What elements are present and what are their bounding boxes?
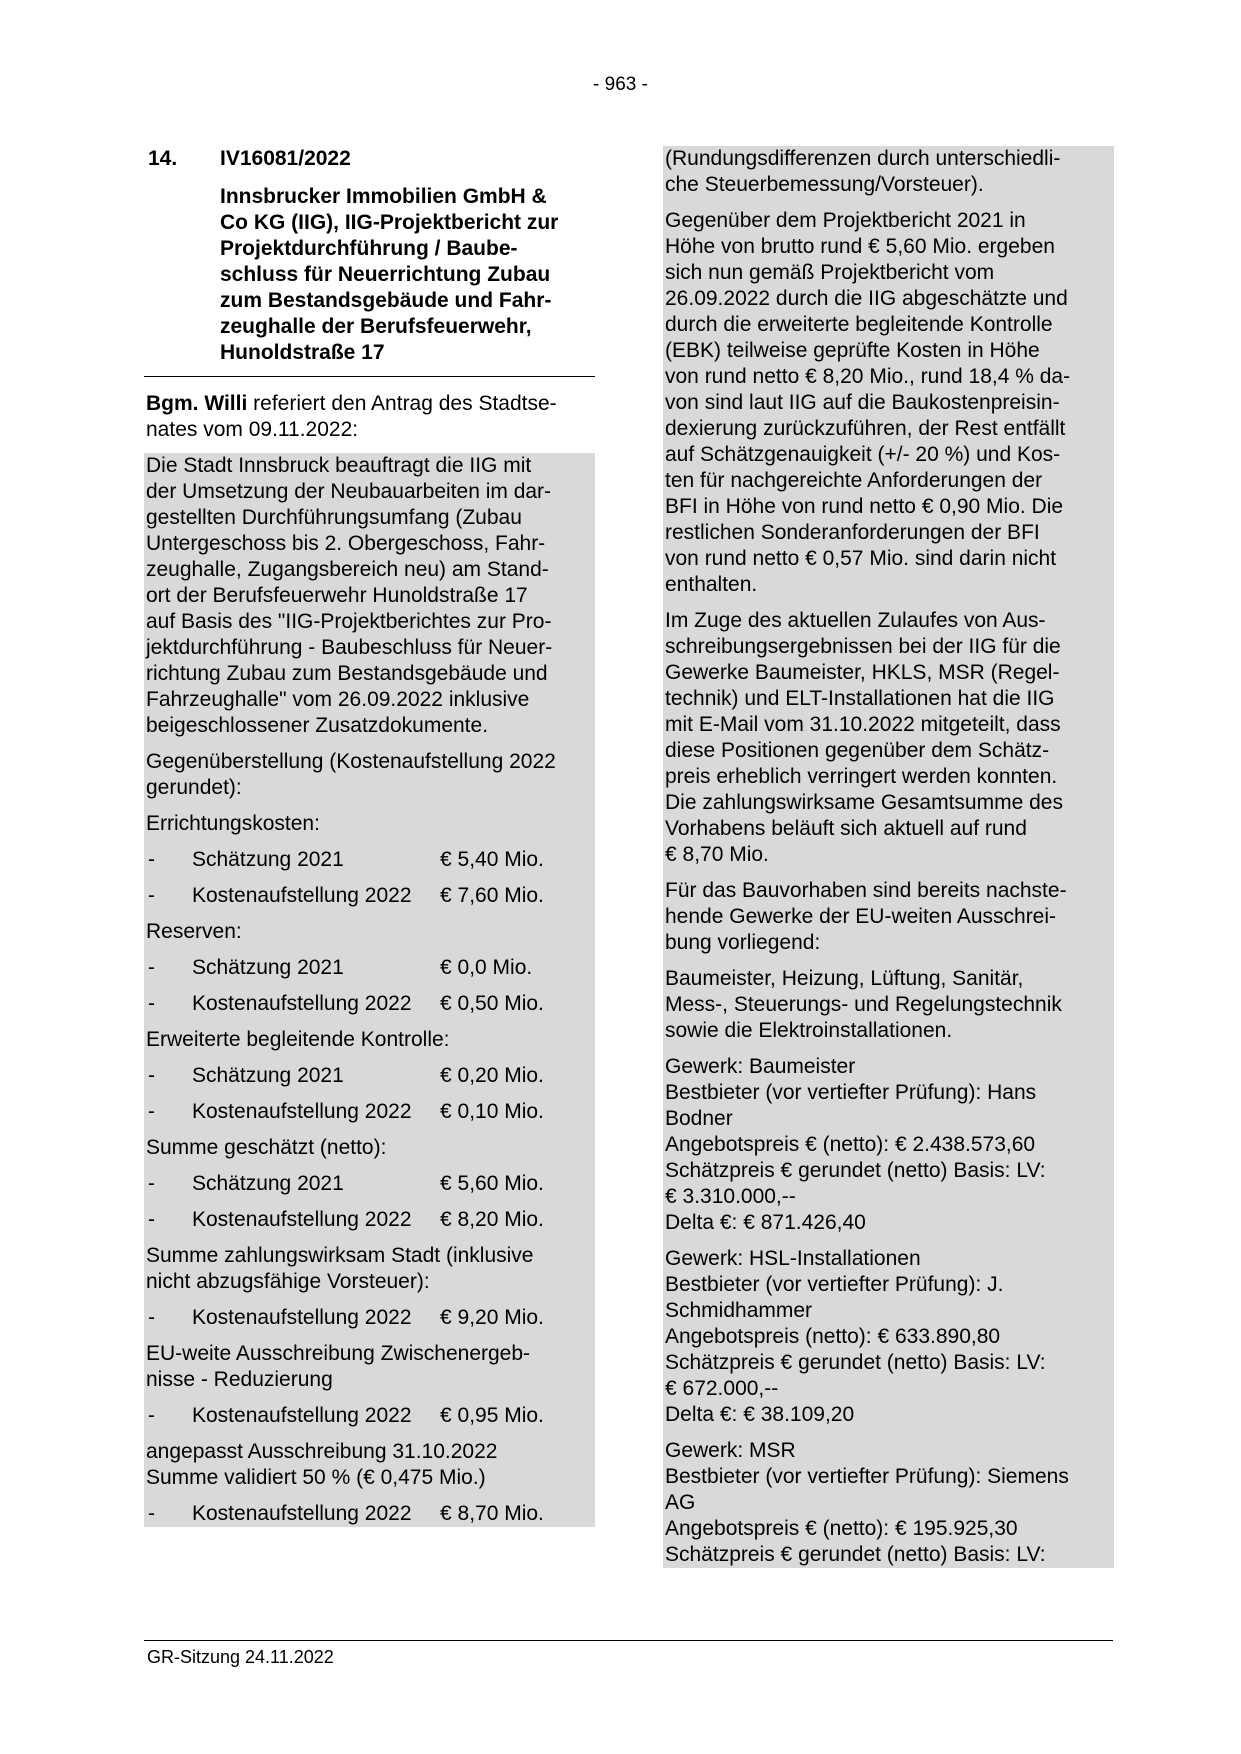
text-line: Delta €: € 871.426,40 (665, 1211, 866, 1234)
text-line: sowie die Elektroinstallationen. (665, 1019, 953, 1042)
bullet-dash: - (148, 1100, 155, 1123)
text-line: durch die erweiterte begleitende Kontrolle (665, 313, 1053, 336)
spacer (144, 1429, 595, 1439)
text-line: zeughalle, Zugangsbereich neu) am Stand- (146, 558, 549, 581)
comparison-heading (144, 749, 595, 801)
text-line: Schätzpreis € gerundet (netto) Basis: LV: (665, 1351, 1046, 1374)
cost-section-heading (144, 1027, 595, 1053)
text-line: Gewerk: HSL-Installationen (665, 1247, 921, 1270)
cost-line-item (144, 1171, 595, 1197)
cost-line-item (144, 1501, 595, 1527)
text-line: Mess-, Steuerungs- und Regelungstechnik (665, 993, 1062, 1016)
bullet-dash: - (148, 1404, 155, 1427)
cost-label: Kostenaufstellung 2022 (192, 992, 412, 1015)
text-line: Angebotspreis € (netto): € 195.925,30 (665, 1517, 1018, 1540)
cost-section-heading (144, 811, 595, 837)
spacer (663, 1236, 1114, 1246)
text-line: € 8,70 Mio. (665, 843, 769, 866)
text-line: Gewerke Baumeister, HKLS, MSR (Regel- (665, 661, 1060, 684)
cost-label: Schätzung 2021 (192, 848, 344, 871)
text-line: AG (665, 1491, 696, 1514)
spacer (144, 1017, 595, 1027)
cost-line-item (144, 991, 595, 1017)
spacer (144, 1197, 595, 1207)
text-line: Gegenüberstellung (Kostenaufstellung 2022 (146, 750, 556, 773)
cost-label: Kostenaufstellung 2022 (192, 1100, 412, 1123)
cost-value: € 8,20 Mio. (440, 1208, 544, 1231)
bullet-dash: - (148, 1208, 155, 1231)
text-line: Schmidhammer (665, 1299, 813, 1322)
text-line: Summe geschätzt (netto): (146, 1136, 387, 1159)
text-line: EU-weite Ausschreibung Zwischenergeb- (146, 1342, 531, 1365)
motion-paragraph (663, 608, 1114, 868)
cost-label: Schätzung 2021 (192, 956, 344, 979)
text-line: Angebotspreis € (netto): € 2.438.573,60 (665, 1133, 1036, 1156)
text-line: von rund netto € 8,20 Mio., rund 18,4 % da- (665, 365, 1071, 388)
motion-paragraph (663, 208, 1114, 598)
text-line: der Umsetzung der Neubauarbeiten im dar- (146, 480, 552, 503)
cost-value: € 0,50 Mio. (440, 992, 544, 1015)
text-line: enthalten. (665, 573, 758, 596)
cost-line-item (144, 1099, 595, 1125)
agenda-title-line: zum Bestandsgebäude und Fahr- (220, 289, 552, 312)
text-line: che Steuerbemessung/Vorsteuer). (665, 173, 984, 196)
spacer (144, 909, 595, 919)
text-line: Im Zuge des aktuellen Zulaufes von Aus- (665, 609, 1046, 632)
text-line: hende Gewerke der EU-weiten Ausschrei- (665, 905, 1057, 928)
text-line: sich nun gemäß Projektbericht vom (665, 261, 995, 284)
text-line: richtung Zubau zum Bestandsgebäude und (146, 662, 548, 685)
agenda-id: IV16081/2022 (220, 147, 351, 170)
bullet-dash: - (148, 848, 155, 871)
left-column (144, 146, 595, 1527)
spacer (144, 1331, 595, 1341)
spacer (144, 945, 595, 955)
cost-value: € 0,20 Mio. (440, 1064, 544, 1087)
cost-value: € 5,60 Mio. (440, 1172, 544, 1195)
text-line: Baumeister, Heizung, Lüftung, Sanitär, (665, 967, 1024, 990)
text-line: nicht abzugsfähige Vorsteuer): (146, 1270, 430, 1293)
text-line: gestellten Durchführungsumfang (Zubau (146, 506, 522, 529)
right-column (663, 146, 1114, 1568)
motion-paragraph (663, 1246, 1114, 1428)
motion-paragraph (144, 453, 595, 739)
text-line: BFI in Höhe von rund netto € 0,90 Mio. Die (665, 495, 1064, 518)
text-line: Summe validiert 50 % (€ 0,475 Mio.) (146, 1466, 486, 1489)
text-line: von rund netto € 0,57 Mio. sind darin nicht (665, 547, 1057, 570)
cost-section-heading (144, 919, 595, 945)
text-line: Die zahlungswirksame Gesamtsumme des (665, 791, 1063, 814)
text-line: Erweiterte begleitende Kontrolle: (146, 1028, 450, 1051)
cost-sections (144, 801, 595, 1527)
text-line: auf Basis des "IIG-Projektberichtes zur Pro- (146, 610, 552, 633)
text-line: beigeschlossener Zusatzdokumente. (146, 714, 489, 737)
text-line: Für das Bauvorhaben sind bereits nachste- (665, 879, 1067, 902)
motion-text-left (144, 453, 595, 1527)
text-line: Delta €: € 38.109,20 (665, 1403, 855, 1426)
cost-label: Schätzung 2021 (192, 1064, 344, 1087)
spacer (144, 1125, 595, 1135)
text-line: € 672.000,-- (665, 1377, 779, 1400)
spacer (663, 1044, 1114, 1054)
cost-value: € 7,60 Mio. (440, 884, 544, 907)
motion-paragraph (663, 1438, 1114, 1568)
cost-section-heading (144, 1439, 595, 1491)
cost-label: Kostenaufstellung 2022 (192, 1208, 412, 1231)
text-line: von sind laut IIG auf die Baukostenpreisin- (665, 391, 1060, 414)
agenda-title (220, 184, 595, 366)
text-line: technik) und ELT-Installationen hat die IIG (665, 687, 1055, 710)
motion-paragraph (663, 878, 1114, 956)
cost-section-heading (144, 1243, 595, 1295)
spacer (663, 198, 1114, 208)
cost-line-item (144, 1305, 595, 1331)
agenda-title-line: Co KG (IIG), IIG-Projektbericht zur (220, 211, 559, 234)
cost-value: € 5,40 Mio. (440, 848, 544, 871)
spacer (144, 1089, 595, 1099)
intro-text: referiert den Antrag des Stadtse- (247, 392, 557, 415)
text-line: 26.09.2022 durch die IIG abgeschätzte und (665, 287, 1068, 310)
spacer (144, 1491, 595, 1501)
bullet-dash: - (148, 1306, 155, 1329)
text-line: Fahrzeughalle" vom 26.09.2022 inklusive (146, 688, 530, 711)
text-line: Gewerk: MSR (665, 1439, 796, 1462)
text-line: Schätzpreis € gerundet (netto) Basis: LV: (665, 1159, 1046, 1182)
text-line: Errichtungskosten: (146, 812, 320, 835)
text-line: (EBK) teilweise geprüfte Kosten in Höhe (665, 339, 1040, 362)
cost-label: Kostenaufstellung 2022 (192, 1306, 412, 1329)
text-line: Die Stadt Innsbruck beauftragt die IIG mit (146, 454, 532, 477)
text-line: Vorhabens beläuft sich aktuell auf rund (665, 817, 1027, 840)
cost-value: € 9,20 Mio. (440, 1306, 544, 1329)
page-number: - 963 - (593, 74, 648, 95)
cost-label: Kostenaufstellung 2022 (192, 1502, 412, 1525)
cost-line-item (144, 1063, 595, 1089)
text-line: Bestbieter (vor vertiefter Prüfung): J. (665, 1273, 1004, 1296)
motion-paragraph (663, 966, 1114, 1044)
intro-paragraph (144, 391, 595, 443)
text-line: Höhe von brutto rund € 5,60 Mio. ergeben (665, 235, 1055, 258)
motion-paragraph (663, 146, 1114, 198)
agenda-number: 14. (148, 147, 178, 170)
agenda-title-line: Projektdurchführung / Baube- (220, 237, 518, 260)
bullet-dash: - (148, 1502, 155, 1525)
bullet-dash: - (148, 992, 155, 1015)
agenda-title-line: zeughalle der Berufsfeuerwehr, (220, 315, 532, 338)
bullet-dash: - (148, 1064, 155, 1087)
text-line: angepasst Ausschreibung 31.10.2022 (146, 1440, 498, 1463)
bullet-dash: - (148, 1172, 155, 1195)
cost-label: Schätzung 2021 (192, 1172, 344, 1195)
text-line: (Rundungsdifferenzen durch unterschiedli- (665, 147, 1061, 170)
text-line: restlichen Sonderanforderungen der BFI (665, 521, 1040, 544)
spacer (144, 801, 595, 811)
footer-divider (144, 1640, 1113, 1641)
bullet-dash: - (148, 884, 155, 907)
cost-line-item (144, 847, 595, 873)
text-line: mit E-Mail vom 31.10.2022 mitgeteilt, dass (665, 713, 1061, 736)
spacer (663, 868, 1114, 878)
text-line: Angebotspreis (netto): € 633.890,80 (665, 1325, 1001, 1348)
cost-value: € 0,10 Mio. (440, 1100, 544, 1123)
cost-value: € 0,95 Mio. (440, 1404, 544, 1427)
agenda-title-line: Hunoldstraße 17 (220, 341, 385, 364)
text-line: Schätzpreis € gerundet (netto) Basis: LV: (665, 1543, 1046, 1566)
spacer (144, 1393, 595, 1403)
spacer (144, 981, 595, 991)
text-line: Bestbieter (vor vertiefter Prüfung): Hans (665, 1081, 1037, 1104)
cost-label: Kostenaufstellung 2022 (192, 1404, 412, 1427)
text-line: preis erheblich verringert werden konnten. (665, 765, 1058, 788)
text-line: auf Schätzgenauigkeit (+/- 20 %) und Kos- (665, 443, 1061, 466)
spacer (144, 837, 595, 847)
spacer (144, 1233, 595, 1243)
motion-text-right (663, 146, 1114, 1568)
text-line: € 3.310.000,-- (665, 1185, 796, 1208)
text-line: ort der Berufsfeuerwehr Hunoldstraße 17 (146, 584, 528, 607)
cost-line-item (144, 955, 595, 981)
speaker-name: Bgm. Willi (146, 392, 248, 415)
cost-line-item (144, 1403, 595, 1429)
motion-paragraph (663, 1054, 1114, 1236)
text-line: Gewerk: Baumeister (665, 1055, 856, 1078)
text-line: Bodner (665, 1107, 733, 1130)
text-line: Reserven: (146, 920, 242, 943)
agenda-title-line: Innsbrucker Immobilien GmbH & (220, 185, 547, 208)
spacer (144, 1295, 595, 1305)
cost-line-item (144, 1207, 595, 1233)
intro-text: nates vom 09.11.2022: (146, 418, 359, 441)
bullet-dash: - (148, 956, 155, 979)
text-line: jektdurchführung - Baubeschluss für Neuer- (146, 636, 553, 659)
cost-label: Kostenaufstellung 2022 (192, 884, 412, 907)
cost-section-heading (144, 1135, 595, 1161)
text-line: Untergeschoss bis 2. Obergeschoss, Fahr- (146, 532, 546, 555)
cost-section-heading (144, 1341, 595, 1393)
text-line: bung vorliegend: (665, 931, 821, 954)
text-line: schreibungsergebnissen bei der IIG für die (665, 635, 1061, 658)
text-line: Gegenüber dem Projektbericht 2021 in (665, 209, 1026, 232)
spacer (663, 956, 1114, 966)
agenda-title-line: schluss für Neuerrichtung Zubau (220, 263, 551, 286)
text-line: diese Positionen gegenüber dem Schätz- (665, 739, 1050, 762)
spacer (663, 1428, 1114, 1438)
spacer (144, 1161, 595, 1171)
cost-value: € 8,70 Mio. (440, 1502, 544, 1525)
spacer (144, 873, 595, 883)
text-line: Bestbieter (vor vertiefter Prüfung): Siemens (665, 1465, 1069, 1488)
spacer (144, 1053, 595, 1063)
footer-session-date: GR-Sitzung 24.11.2022 (147, 1647, 334, 1667)
text-line: gerundet): (146, 776, 242, 799)
spacer (663, 598, 1114, 608)
text-line: ten für nachgereichte Anforderungen der (665, 469, 1043, 492)
agenda-item-header (144, 146, 595, 366)
cost-line-item (144, 883, 595, 909)
cost-value: € 0,0 Mio. (440, 956, 533, 979)
text-line: dexierung zurückzuführen, der Rest entfällt (665, 417, 1066, 440)
text-line: Summe zahlungswirksam Stadt (inklusive (146, 1244, 534, 1267)
text-line: nisse - Reduzierung (146, 1368, 333, 1391)
